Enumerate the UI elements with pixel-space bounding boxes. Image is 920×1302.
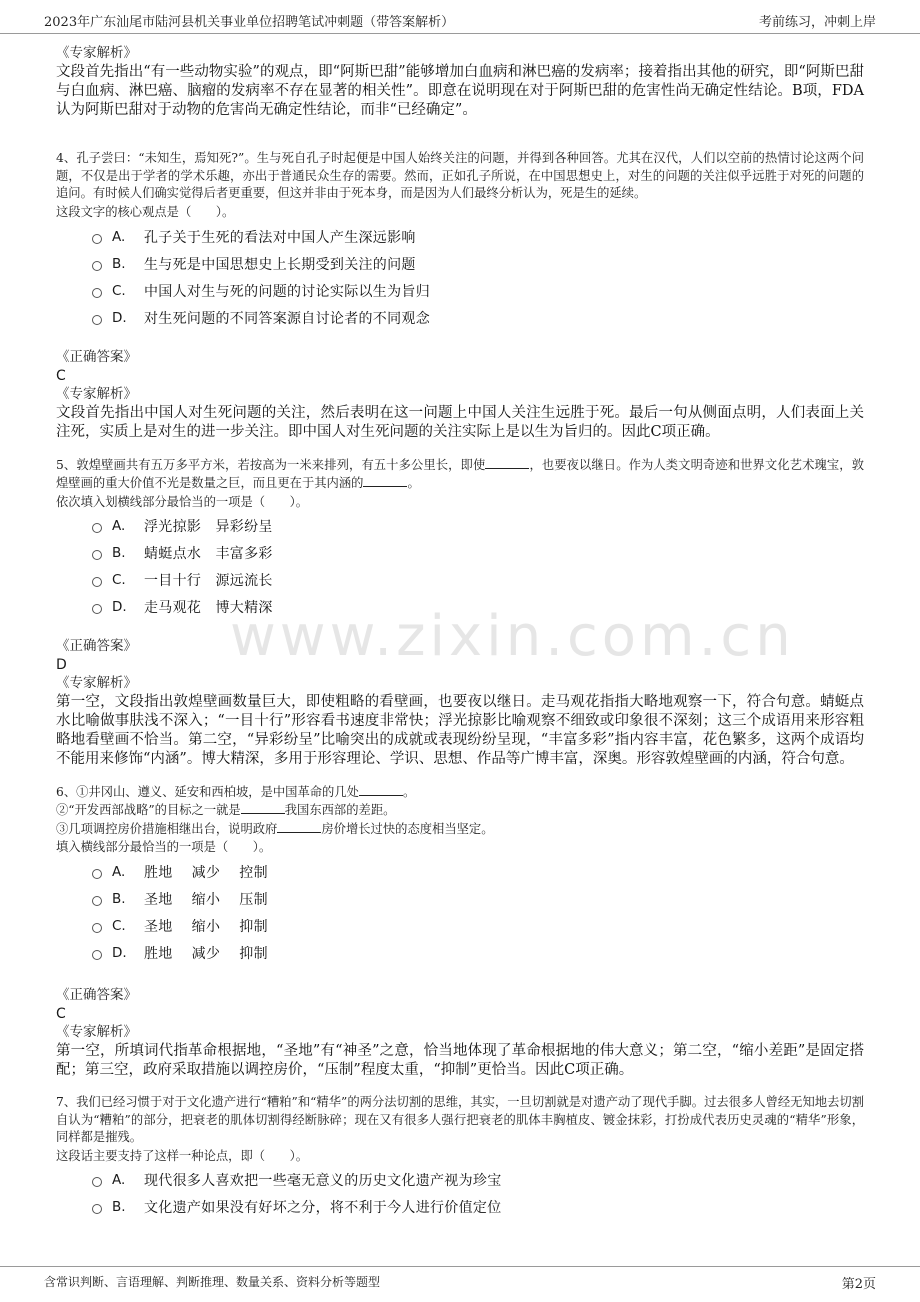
question-4-explanation: 文段首先指出中国人对生死问题的关注，然后表明在这一问题上中国人关注生远胜于死。最后一句从侧面点明，人们表面上关注死，实质上是对生的进一步关注。即中国人对生死问题的关注实际上是以生为旨归的。因此C项正确。: [56, 404, 864, 440]
radio-icon[interactable]: [92, 950, 102, 960]
question-7-option-a[interactable]: A. 现代很多人喜欢把一些毫无意义的历史文化遗产视为珍宝: [92, 1167, 864, 1194]
question-5-option-a[interactable]: A. 浮光掠影 异彩纷呈: [92, 513, 864, 540]
radio-icon[interactable]: [92, 550, 102, 560]
expert-label: 《专家解析》: [56, 674, 137, 691]
expert-label: 《专家解析》: [56, 385, 137, 402]
question-4-option-c[interactable]: C. 中国人对生与死的问题的讨论实际以生为旨归: [92, 278, 864, 305]
question-5-answer: D: [56, 656, 67, 673]
question-7-options: [92, 1167, 864, 1221]
watermark: www.zixin.com.cn: [230, 604, 795, 669]
question-4-options: [92, 224, 864, 332]
answer-blank: [359, 783, 403, 796]
footer-note: 含常识判断、言语理解、判断推理、数量关系、资料分析等题型: [44, 1275, 381, 1289]
question-6-line-2: ②“开发西部战略”的目标之一就是 我国东西部的差距。: [56, 803, 396, 817]
radio-icon[interactable]: [92, 1177, 102, 1187]
question-7-prompt: 这段话主要支持了这样一种论点，即（ ）。: [56, 1148, 309, 1163]
radio-icon[interactable]: [92, 604, 102, 614]
question-6-option-c[interactable]: C. 圣地 缩小 抑制: [92, 912, 864, 939]
question-6-line-1: 6、①井冈山、遵义、延安和西柏坡，是中国革命的几处 。: [56, 784, 416, 799]
question-5-option-b[interactable]: B. 蜻蜓点水 丰富多彩: [92, 540, 864, 567]
radio-icon[interactable]: [92, 1204, 102, 1214]
question-5-options: [92, 513, 864, 621]
page-content: [56, 44, 864, 1221]
question-6-line-3: ③几项调控房价措施相继出台，说明政府 房价增长过快的态度相当坚定。: [56, 821, 494, 836]
question-4-option-d[interactable]: D. 对生死问题的不同答案源自讨论者的不同观念: [92, 305, 864, 332]
page-number: 第2页: [841, 1277, 876, 1292]
answer-blank: [363, 474, 407, 487]
answer-blank: [277, 820, 321, 833]
question-4-stem: 4、孔子尝曰：“未知生，焉知死?”。生与死自孔子时起便是中国人始终关注的问题，并得到各种回答。尤其在汉代，人们以空前的热情讨论这两个问题，不仅是出于学者的学术乐趣，亦出于普通民众生存的需要。然而，正如孔子所说，在中国思想史上，对生的问题的关注似乎远胜于对死的问题的追问。有时候人们确实觉得后者更重要，但这并非由于死本身，而是因为人们最终分析认为，死是生的延续。: [56, 151, 864, 200]
radio-icon[interactable]: [92, 577, 102, 587]
question-5-option-d[interactable]: D. 走马观花 博大精深: [92, 594, 864, 621]
question-7-stem: 7、我们已经习惯于对于文化遗产进行“糟粕”和“精华”的两分法切割的思维，其实，一旦切割就是对遗产动了现代手脚。过去很多人曾经无知地去切割自认为“糟粕”的部分，把衰老的肌体切割得经断脉碎；现在又有很多人强行把衰老的肌体丰胸植皮、镀金抹彩，打扮成代表历史灵魂的“精华”形象，同样都是摧残。: [56, 1095, 864, 1144]
question-4-answer: C: [56, 367, 66, 384]
question-6-option-d[interactable]: D. 胜地 减少 抑制: [92, 939, 864, 966]
radio-icon[interactable]: [92, 896, 102, 906]
question-6-option-b[interactable]: B. 圣地 缩小 压制: [92, 885, 864, 912]
question-4-option-b[interactable]: B. 生与死是中国思想史上长期受到关注的问题: [92, 251, 864, 278]
radio-icon[interactable]: [92, 869, 102, 879]
question-7-option-b[interactable]: B. 文化遗产如果没有好坏之分，将不利于今人进行价值定位: [92, 1194, 864, 1221]
question-4-prompt: 这段文字的核心观点是（ ）。: [56, 204, 235, 219]
radio-icon[interactable]: [92, 923, 102, 933]
question-6-options: [92, 858, 864, 966]
question-5-stem: 5、敦煌壁画共有五万多平方米，若按高为一米来排列，有五十多公里长，即使 ，也要夜以继日。作为人类文明奇迹和世界文化艺术瑰宝，敦煌壁画的重大价值不光是数量之巨，而且更在于其内涵的 。: [56, 457, 864, 490]
answer-blank: [485, 456, 529, 469]
question-4-option-a[interactable]: A. 孔子关于生死的看法对中国人产生深远影响: [92, 224, 864, 251]
page-header: [0, 0, 920, 34]
question-6-prompt: 填入横线部分最恰当的一项是（ ）。: [56, 840, 272, 854]
radio-icon[interactable]: [92, 523, 102, 533]
page-footer: [0, 1266, 920, 1302]
expert-label: 《专家解析》: [56, 1024, 137, 1040]
answer-label: 《正确答案》: [56, 637, 137, 654]
prev-explanation: 文段首先指出“有一些动物实验”的观点，即“阿斯巴甜”能够增加白血病和淋巴癌的发病率；接着指出其他的研究，即“阿斯巴甜与白血病、淋巴癌、脑瘤的发病率不存在显著的相关性”。即意在说明现在对于阿斯巴甜的危害性尚无确定性结论。B项，FDA认为阿斯巴甜对于动物的危害尚无确定性结论，而非“已经确定”。: [56, 64, 864, 118]
document-title: 2023年广东汕尾市陆河县机关事业单位招聘笔试冲刺题（带答案解析）: [44, 15, 455, 30]
question-5-explanation: 第一空，文段指出敦煌壁画数量巨大，即使粗略的看壁画，也要夜以继日。走马观花指指大略地观察一下，符合句意。蜻蜓点水比喻做事肤浅不深入；“一目十行”形容看书速度非常快；浮光掠影比喻观察不细致或印象很不深刻；这三个成语用来形容粗略地看壁画不恰当。第二空，“异彩纷呈”比喻突出的成就或表现纷纷呈现，“丰富多彩”指内容丰富，花色繁多，这两个成语均不能用来修饰“内涵”。博大精深，多用于形容理论、学识、思想、作品等广博丰富，深奥。形容敦煌壁画的内涵，符合句意。: [56, 693, 864, 767]
question-5-prompt: 依次填入划横线部分最恰当的一项是（ ）。: [56, 494, 309, 509]
radio-icon[interactable]: [92, 315, 102, 325]
question-6-option-a[interactable]: A. 胜地 减少 控制: [92, 858, 864, 885]
answer-label: 《正确答案》: [56, 348, 137, 365]
header-slogan: 考前练习，冲刺上岸: [758, 15, 876, 30]
expert-label: 《专家解析》: [56, 45, 137, 61]
radio-icon[interactable]: [92, 234, 102, 244]
question-5-option-c[interactable]: C. 一目十行 源远流长: [92, 567, 864, 594]
answer-blank: [241, 801, 285, 814]
question-6-explanation: 第一空，所填词代指革命根据地，“圣地”有“神圣”之意，恰当地体现了革命根据地的伟大意义；第二空，“缩小差距”是固定搭配；第三空，政府采取措施以调控房价，“压制”程度太重，“抑制”更恰当。因此C项正确。: [56, 1043, 864, 1078]
question-6-answer: C: [56, 1006, 66, 1022]
radio-icon[interactable]: [92, 288, 102, 298]
answer-label: 《正确答案》: [56, 987, 137, 1003]
radio-icon[interactable]: [92, 261, 102, 271]
